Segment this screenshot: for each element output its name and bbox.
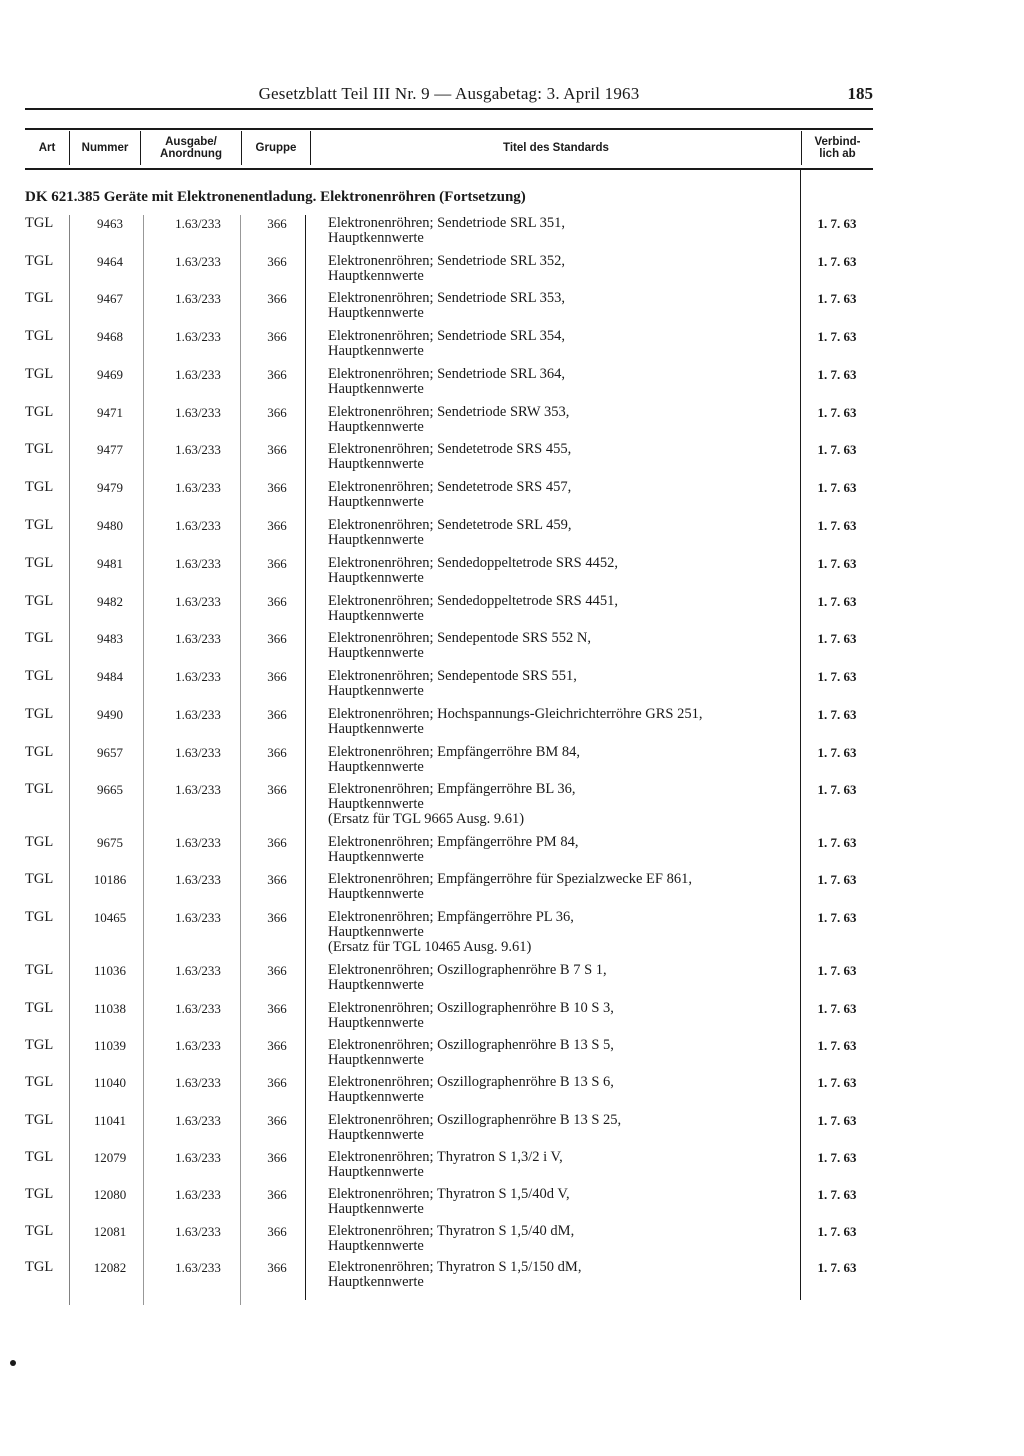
running-header bbox=[25, 84, 873, 108]
cell-nummer: 9468 bbox=[97, 329, 123, 344]
cell-ausgabe: 1.63/233 bbox=[175, 1260, 221, 1275]
cell-gruppe: 366 bbox=[267, 367, 287, 382]
cell-titel bbox=[328, 556, 798, 586]
cell-titel-line: Hauptkennwerte bbox=[328, 977, 424, 993]
cell-titel bbox=[328, 872, 798, 902]
cell-titel bbox=[328, 442, 798, 472]
cell-titel bbox=[328, 216, 798, 246]
cell-art: TGL bbox=[25, 555, 54, 571]
cell-titel bbox=[328, 963, 798, 993]
cell-titel-line: Hauptkennwerte bbox=[328, 532, 424, 548]
cell-nummer: 9675 bbox=[97, 835, 123, 850]
cell-ausgabe: 1.63/233 bbox=[175, 216, 221, 231]
cell-nummer: 9482 bbox=[97, 594, 123, 609]
cell-ausgabe: 1.63/233 bbox=[175, 835, 221, 850]
cell-nummer: 10186 bbox=[93, 872, 127, 887]
cell-titel-line: Elektronenröhren; Sendetriode SRL 354, bbox=[328, 328, 566, 344]
cell-titel bbox=[328, 707, 798, 737]
cell-verbindlich: 1. 7. 63 bbox=[817, 329, 857, 344]
cell-titel-line: Elektronenröhren; Sendetriode SRL 352, bbox=[328, 253, 566, 269]
cell-ausgabe: 1.63/233 bbox=[175, 1113, 221, 1128]
cell-nummer: 12081 bbox=[93, 1224, 127, 1239]
cell-titel-line: Elektronenröhren; Thyratron S 1,5/40 dM, bbox=[328, 1223, 575, 1239]
cell-titel-line: Hauptkennwerte bbox=[328, 1052, 424, 1068]
header-rule bbox=[25, 108, 873, 110]
cell-ausgabe: 1.63/233 bbox=[175, 1224, 221, 1239]
cell-titel-line: Hauptkennwerte bbox=[328, 796, 424, 812]
cell-titel-line: Elektronenröhren; Sendetriode SRL 353, bbox=[328, 290, 566, 306]
cell-ausgabe: 1.63/233 bbox=[175, 631, 221, 646]
cell-nummer: 12079 bbox=[93, 1150, 127, 1165]
cell-art: TGL bbox=[25, 517, 54, 533]
cell-verbindlich: 1. 7. 63 bbox=[817, 669, 857, 684]
cell-art: TGL bbox=[25, 962, 54, 978]
cell-verbindlich: 1. 7. 63 bbox=[817, 1001, 857, 1016]
cell-nummer: 11039 bbox=[93, 1038, 127, 1053]
cell-nummer: 12082 bbox=[93, 1260, 127, 1275]
print-speck bbox=[10, 1360, 16, 1366]
cell-gruppe: 366 bbox=[267, 442, 287, 457]
cell-art: TGL bbox=[25, 668, 54, 684]
cell-titel bbox=[328, 1113, 798, 1143]
cell-verbindlich: 1. 7. 63 bbox=[817, 480, 857, 495]
column-header-ausgabe-line1: Ausgabe/ bbox=[165, 136, 217, 148]
page-number: 185 bbox=[847, 84, 873, 103]
cell-titel-line: Hauptkennwerte bbox=[328, 721, 424, 737]
cell-titel-line: Hauptkennwerte bbox=[328, 456, 424, 472]
cell-nummer: 9467 bbox=[97, 291, 123, 306]
cell-titel-line: Elektronenröhren; Empfängerröhre für Spezialzwecke EF 861, bbox=[328, 871, 692, 887]
cell-gruppe: 366 bbox=[267, 631, 287, 646]
cell-verbindlich: 1. 7. 63 bbox=[817, 1187, 857, 1202]
cell-titel bbox=[328, 594, 798, 624]
cell-ausgabe: 1.63/233 bbox=[175, 254, 221, 269]
column-header-ausgabe bbox=[141, 128, 241, 168]
cell-ausgabe: 1.63/233 bbox=[175, 1075, 221, 1090]
cell-gruppe: 366 bbox=[267, 1113, 287, 1128]
cell-art: TGL bbox=[25, 1037, 54, 1053]
cell-titel-line: Elektronenröhren; Sendepentode SRS 551, bbox=[328, 668, 577, 684]
running-title: Gesetzblatt Teil III Nr. 9 — Ausgabetag: 3. April 1963 bbox=[258, 84, 640, 103]
section-heading: DK 621.385 Geräte mit Elektronenentladung. Elektronenröhren (Fortsetzung) bbox=[25, 189, 526, 205]
cell-verbindlich: 1. 7. 63 bbox=[817, 1224, 857, 1239]
cell-ausgabe: 1.63/233 bbox=[175, 594, 221, 609]
cell-gruppe: 366 bbox=[267, 1001, 287, 1016]
cell-titel-line: Hauptkennwerte bbox=[328, 1238, 424, 1254]
cell-titel-line: Hauptkennwerte bbox=[328, 419, 424, 435]
cell-gruppe: 366 bbox=[267, 910, 287, 925]
cell-ausgabe: 1.63/233 bbox=[175, 329, 221, 344]
cell-nummer: 11038 bbox=[93, 1001, 127, 1016]
cell-nummer: 9483 bbox=[97, 631, 123, 646]
cell-art: TGL bbox=[25, 253, 54, 269]
cell-titel bbox=[328, 910, 798, 955]
cell-titel-line: Elektronenröhren; Sendetriode SRL 351, bbox=[328, 215, 566, 231]
cell-verbindlich: 1. 7. 63 bbox=[817, 707, 857, 722]
cell-verbindlich: 1. 7. 63 bbox=[817, 291, 857, 306]
cell-verbindlich: 1. 7. 63 bbox=[817, 518, 857, 533]
cell-nummer: 9490 bbox=[97, 707, 123, 722]
cell-gruppe: 366 bbox=[267, 1224, 287, 1239]
cell-nummer: 9471 bbox=[97, 405, 123, 420]
cell-art: TGL bbox=[25, 744, 54, 760]
cell-nummer: 9481 bbox=[97, 556, 123, 571]
cell-titel-line: Hauptkennwerte bbox=[328, 1015, 424, 1031]
cell-gruppe: 366 bbox=[267, 835, 287, 850]
cell-ausgabe: 1.63/233 bbox=[175, 782, 221, 797]
cell-ausgabe: 1.63/233 bbox=[175, 910, 221, 925]
cell-titel-line: Hauptkennwerte bbox=[328, 230, 424, 246]
cell-titel-line: Elektronenröhren; Sendetetrode SRS 457, bbox=[328, 479, 572, 495]
cell-titel-line: Elektronenröhren; Sendepentode SRS 552 N, bbox=[328, 630, 591, 646]
cell-nummer: 9464 bbox=[97, 254, 123, 269]
cell-gruppe: 366 bbox=[267, 872, 287, 887]
cell-ausgabe: 1.63/233 bbox=[175, 669, 221, 684]
cell-verbindlich: 1. 7. 63 bbox=[817, 1113, 857, 1128]
cell-verbindlich: 1. 7. 63 bbox=[817, 745, 857, 760]
cell-titel-line: Elektronenröhren; Sendetriode SRW 353, bbox=[328, 404, 570, 420]
cell-verbindlich: 1. 7. 63 bbox=[817, 216, 857, 231]
cell-nummer: 9480 bbox=[97, 518, 123, 533]
cell-titel-line: Elektronenröhren; Empfängerröhre PL 36, bbox=[328, 909, 574, 925]
cell-titel bbox=[328, 367, 798, 397]
cell-art: TGL bbox=[25, 1186, 54, 1202]
cell-art: TGL bbox=[25, 1000, 54, 1016]
cell-titel bbox=[328, 405, 798, 435]
cell-gruppe: 366 bbox=[267, 1187, 287, 1202]
cell-ausgabe: 1.63/233 bbox=[175, 1150, 221, 1165]
cell-verbindlich: 1. 7. 63 bbox=[817, 1075, 857, 1090]
cell-ausgabe: 1.63/233 bbox=[175, 745, 221, 760]
cell-nummer: 11040 bbox=[93, 1075, 127, 1090]
cell-titel-line: Hauptkennwerte bbox=[328, 886, 424, 902]
cell-titel-line: Elektronenröhren; Sendedoppeltetrode SRS 4451, bbox=[328, 593, 618, 609]
cell-verbindlich: 1. 7. 63 bbox=[817, 594, 857, 609]
cell-gruppe: 366 bbox=[267, 518, 287, 533]
cell-gruppe: 366 bbox=[267, 745, 287, 760]
cell-ausgabe: 1.63/233 bbox=[175, 518, 221, 533]
cell-ausgabe: 1.63/233 bbox=[175, 442, 221, 457]
cell-verbindlich: 1. 7. 63 bbox=[817, 1038, 857, 1053]
cell-ausgabe: 1.63/233 bbox=[175, 1001, 221, 1016]
cell-verbindlich: 1. 7. 63 bbox=[817, 556, 857, 571]
cell-gruppe: 366 bbox=[267, 254, 287, 269]
cell-titel-line: Elektronenröhren; Thyratron S 1,3/2 i V, bbox=[328, 1149, 563, 1165]
cell-art: TGL bbox=[25, 834, 54, 850]
cell-nummer: 9479 bbox=[97, 480, 123, 495]
cell-titel bbox=[328, 291, 798, 321]
cell-titel-line: Elektronenröhren; Oszillographenröhre B 13 S 6, bbox=[328, 1074, 614, 1090]
cell-titel bbox=[328, 669, 798, 699]
cell-gruppe: 366 bbox=[267, 1075, 287, 1090]
column-header-nummer: Nummer bbox=[81, 142, 129, 154]
column-divider-art bbox=[69, 215, 70, 1305]
column-header-titel: Titel des Standards bbox=[503, 142, 609, 154]
cell-titel bbox=[328, 518, 798, 548]
cell-gruppe: 366 bbox=[267, 1150, 287, 1165]
cell-titel-line: Hauptkennwerte bbox=[328, 645, 424, 661]
cell-ausgabe: 1.63/233 bbox=[175, 291, 221, 306]
cell-gruppe: 366 bbox=[267, 963, 287, 978]
cell-art: TGL bbox=[25, 328, 54, 344]
cell-verbindlich: 1. 7. 63 bbox=[817, 963, 857, 978]
cell-art: TGL bbox=[25, 706, 54, 722]
cell-titel bbox=[328, 782, 798, 827]
cell-titel-line: Hauptkennwerte bbox=[328, 1201, 424, 1217]
cell-titel-line: Elektronenröhren; Sendetriode SRL 364, bbox=[328, 366, 566, 382]
cell-titel bbox=[328, 1260, 798, 1290]
cell-gruppe: 366 bbox=[267, 329, 287, 344]
cell-art: TGL bbox=[25, 290, 54, 306]
cell-titel-line: Hauptkennwerte bbox=[328, 570, 424, 586]
column-header-verbindlich-line1: Verbind- bbox=[814, 136, 861, 148]
cell-verbindlich: 1. 7. 63 bbox=[817, 367, 857, 382]
cell-nummer: 9463 bbox=[97, 216, 123, 231]
cell-titel bbox=[328, 254, 798, 284]
cell-titel bbox=[328, 835, 798, 865]
column-header-verbindlich-line2: lich ab bbox=[819, 148, 856, 160]
cell-nummer: 11041 bbox=[93, 1113, 127, 1128]
cell-titel-line: Elektronenröhren; Sendedoppeltetrode SRS 4452, bbox=[328, 555, 618, 571]
cell-gruppe: 366 bbox=[267, 556, 287, 571]
cell-gruppe: 366 bbox=[267, 669, 287, 684]
cell-ausgabe: 1.63/233 bbox=[175, 480, 221, 495]
cell-art: TGL bbox=[25, 479, 54, 495]
cell-nummer: 9657 bbox=[97, 745, 123, 760]
cell-titel-line: Elektronenröhren; Sendetetrode SRS 455, bbox=[328, 441, 572, 457]
cell-gruppe: 366 bbox=[267, 216, 287, 231]
cell-art: TGL bbox=[25, 1112, 54, 1128]
cell-art: TGL bbox=[25, 1259, 54, 1275]
cell-titel-line: Hauptkennwerte bbox=[328, 683, 424, 699]
cell-art: TGL bbox=[25, 1149, 54, 1165]
cell-art: TGL bbox=[25, 1223, 54, 1239]
cell-verbindlich: 1. 7. 63 bbox=[817, 1260, 857, 1275]
cell-art: TGL bbox=[25, 441, 54, 457]
table-header-bottom-rule bbox=[25, 168, 873, 170]
cell-gruppe: 366 bbox=[267, 1260, 287, 1275]
cell-titel-line: Hauptkennwerte bbox=[328, 1089, 424, 1105]
cell-nummer: 10465 bbox=[93, 910, 127, 925]
cell-titel bbox=[328, 1038, 798, 1068]
cell-titel bbox=[328, 1075, 798, 1105]
cell-gruppe: 366 bbox=[267, 707, 287, 722]
cell-nummer: 9469 bbox=[97, 367, 123, 382]
cell-titel bbox=[328, 1187, 798, 1217]
cell-titel-line: Elektronenröhren; Oszillographenröhre B 13 S 5, bbox=[328, 1037, 614, 1053]
cell-ausgabe: 1.63/233 bbox=[175, 707, 221, 722]
cell-art: TGL bbox=[25, 1074, 54, 1090]
cell-verbindlich: 1. 7. 63 bbox=[817, 254, 857, 269]
cell-art: TGL bbox=[25, 871, 54, 887]
table-header bbox=[25, 128, 873, 168]
cell-ausgabe: 1.63/233 bbox=[175, 405, 221, 420]
cell-titel-line: Elektronenröhren; Thyratron S 1,5/40d V, bbox=[328, 1186, 570, 1202]
cell-titel-line: Hauptkennwerte bbox=[328, 1164, 424, 1180]
cell-titel bbox=[328, 329, 798, 359]
cell-art: TGL bbox=[25, 781, 54, 797]
cell-titel-line: Elektronenröhren; Empfängerröhre PM 84, bbox=[328, 834, 579, 850]
cell-titel-line: Elektronenröhren; Hochspannungs-Gleichrichterröhre GRS 251, bbox=[328, 706, 703, 722]
cell-titel bbox=[328, 480, 798, 510]
cell-titel-line: (Ersatz für TGL 9665 Ausg. 9.61) bbox=[328, 811, 525, 827]
cell-gruppe: 366 bbox=[267, 1038, 287, 1053]
cell-art: TGL bbox=[25, 215, 54, 231]
cell-verbindlich: 1. 7. 63 bbox=[817, 872, 857, 887]
column-header-art: Art bbox=[38, 142, 56, 154]
cell-verbindlich: 1. 7. 63 bbox=[817, 1150, 857, 1165]
cell-gruppe: 366 bbox=[267, 480, 287, 495]
cell-verbindlich: 1. 7. 63 bbox=[817, 835, 857, 850]
cell-gruppe: 366 bbox=[267, 405, 287, 420]
cell-titel-line: Hauptkennwerte bbox=[328, 343, 424, 359]
column-header-gruppe: Gruppe bbox=[255, 142, 297, 154]
cell-titel-line: Elektronenröhren; Sendetetrode SRL 459, bbox=[328, 517, 572, 533]
cell-titel-line: Elektronenröhren; Oszillographenröhre B 13 S 25, bbox=[328, 1112, 622, 1128]
cell-ausgabe: 1.63/233 bbox=[175, 367, 221, 382]
cell-ausgabe: 1.63/233 bbox=[175, 1187, 221, 1202]
cell-titel-line: Hauptkennwerte bbox=[328, 1127, 424, 1143]
cell-titel bbox=[328, 1001, 798, 1031]
column-header-verbindlich bbox=[802, 128, 873, 168]
cell-nummer: 9665 bbox=[97, 782, 123, 797]
cell-titel-line: Hauptkennwerte bbox=[328, 924, 424, 940]
cell-titel bbox=[328, 1224, 798, 1254]
cell-titel bbox=[328, 1150, 798, 1180]
cell-titel-line: Hauptkennwerte bbox=[328, 305, 424, 321]
cell-gruppe: 366 bbox=[267, 291, 287, 306]
column-header-ausgabe-line2: Anordnung bbox=[160, 148, 222, 160]
cell-gruppe: 366 bbox=[267, 594, 287, 609]
cell-ausgabe: 1.63/233 bbox=[175, 872, 221, 887]
cell-nummer: 11036 bbox=[93, 963, 127, 978]
cell-art: TGL bbox=[25, 630, 54, 646]
cell-titel-line: Hauptkennwerte bbox=[328, 268, 424, 284]
cell-art: TGL bbox=[25, 593, 54, 609]
cell-titel-line: Hauptkennwerte bbox=[328, 494, 424, 510]
cell-nummer: 9477 bbox=[97, 442, 123, 457]
cell-titel-line: Elektronenröhren; Thyratron S 1,5/150 dM, bbox=[328, 1259, 582, 1275]
cell-verbindlich: 1. 7. 63 bbox=[817, 631, 857, 646]
cell-titel-line: Hauptkennwerte bbox=[328, 608, 424, 624]
cell-ausgabe: 1.63/233 bbox=[175, 963, 221, 978]
cell-ausgabe: 1.63/233 bbox=[175, 556, 221, 571]
cell-titel-line: (Ersatz für TGL 10465 Ausg. 9.61) bbox=[328, 939, 532, 955]
cell-nummer: 9484 bbox=[97, 669, 123, 684]
cell-nummer: 12080 bbox=[93, 1187, 127, 1202]
cell-titel-line: Elektronenröhren; Empfängerröhre BM 84, bbox=[328, 744, 581, 760]
cell-titel-line: Hauptkennwerte bbox=[328, 1274, 424, 1290]
cell-titel bbox=[328, 631, 798, 661]
cell-ausgabe: 1.63/233 bbox=[175, 1038, 221, 1053]
cell-art: TGL bbox=[25, 909, 54, 925]
cell-titel-line: Hauptkennwerte bbox=[328, 381, 424, 397]
cell-verbindlich: 1. 7. 63 bbox=[817, 405, 857, 420]
cell-gruppe: 366 bbox=[267, 782, 287, 797]
cell-verbindlich: 1. 7. 63 bbox=[817, 910, 857, 925]
cell-titel-line: Hauptkennwerte bbox=[328, 849, 424, 865]
cell-art: TGL bbox=[25, 366, 54, 382]
cell-art: TGL bbox=[25, 404, 54, 420]
cell-titel bbox=[328, 745, 798, 775]
cell-titel-line: Elektronenröhren; Oszillographenröhre B 7 S 1, bbox=[328, 962, 607, 978]
cell-titel-line: Elektronenröhren; Oszillographenröhre B 10 S 3, bbox=[328, 1000, 614, 1016]
cell-verbindlich: 1. 7. 63 bbox=[817, 442, 857, 457]
cell-titel-line: Elektronenröhren; Empfängerröhre BL 36, bbox=[328, 781, 576, 797]
cell-titel-line: Hauptkennwerte bbox=[328, 759, 424, 775]
cell-verbindlich: 1. 7. 63 bbox=[817, 782, 857, 797]
